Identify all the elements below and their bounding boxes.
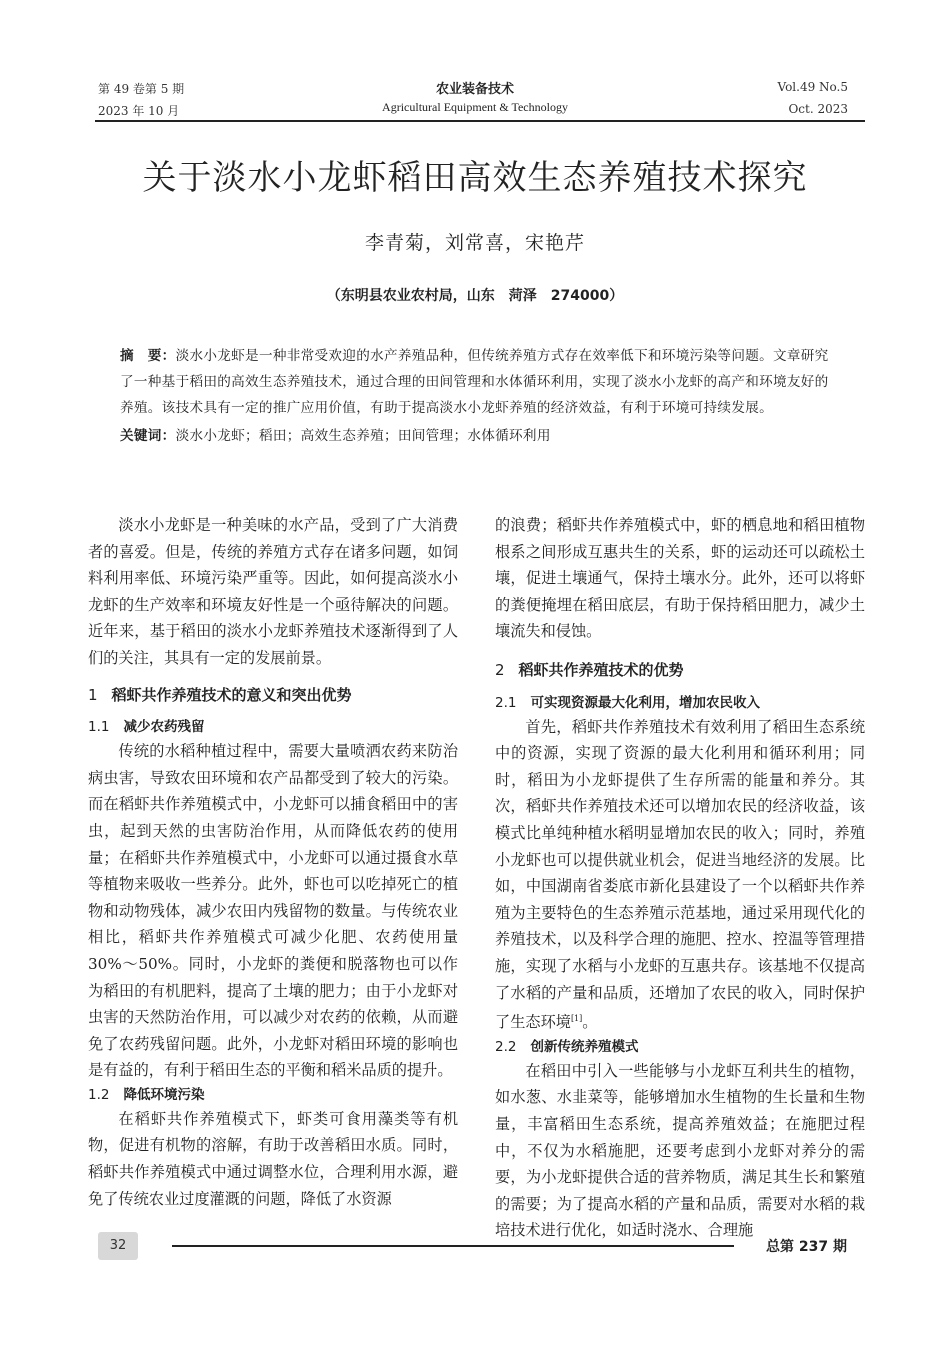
- keywords: [120, 423, 836, 449]
- affiliation: （东明县农业农村局，山东 菏泽 274000）: [326, 288, 624, 304]
- authors: 李青菊，刘常喜，宋艳芹: [364, 232, 585, 254]
- keywords-text: 淡水小龙虾；稻田；高效生态养殖；田间管理；水体循环利用: [175, 428, 551, 444]
- section-1-heading: 1 稻虾共作养殖技术的意义和突出优势: [88, 685, 352, 704]
- citation-1: [1]: [570, 1014, 583, 1024]
- abstract-label: 摘 要：: [120, 348, 176, 364]
- keywords-label: 关键词：: [120, 428, 176, 444]
- section-1-2-text: 在稻虾共作养殖模式下，虾类可食用藻类等有机物，促进有机物的溶解，有助于改善稻田水质。同时，稻虾共作养殖模式中通过调整水位，合理利用水源，避免了传统农业过度灌溉的问题，降低了水资源: [88, 1109, 458, 1208]
- header-rule: [95, 120, 865, 122]
- section-2-heading: 2 稻虾共作养殖技术的优势: [495, 660, 684, 679]
- journal-title-en: Agricultural Equipment & Technology: [382, 100, 568, 114]
- section-1-2-heading: 1.2 降低环境污染: [88, 1086, 205, 1103]
- date-cn: 2023 年 10 月: [98, 104, 180, 118]
- section-1-1-heading: 1.1 减少农药残留: [88, 719, 205, 736]
- continued-text: 的浪费；稻虾共作养殖模式中，虾的栖息地和稻田植物根系之间形成互惠共生的关系，虾的运动还可以疏松土壤，促进土壤通气，保持土壤水分。此外，还可以将虾的粪便掩埋在稻田底层，有助于保持稻田肥力，减少土壤流失和侵蚀。: [495, 516, 865, 641]
- intro-paragraph: 淡水小龙虾是一种美味的水产品，受到了广大消费者的喜爱。但是，传统的养殖方式存在诸多问题，如饲料利用率低、环境污染严重等。因此，如何提高淡水小龙虾的生产效率和环境友好性是一个亟待解决的问题。近年来，基于稻田的淡水小龙虾养殖技术逐渐得到了人们的关注，其具有一定的发展前景。: [88, 516, 458, 667]
- section-1-1-text: 传统的水稻种植过程中，需要大量喷洒农药来防治病虫害，导致农田环境和农产品都受到了较大的污染。而在稻虾共作养殖模式中，小龙虾可以捕食稻田中的害虫，起到天然的虫害防治作用，从而降低农药的使用量；在稻虾共作养殖模式中，小龙虾可以通过摄食水草等植物来吸收一些养分。此外，虾也可以吃掉死亡的植物和动物残体，减少农田内残留物的数量。与传统农业相比，稻虾共作养殖模式可减少化肥、农药使用量 30%～50%。同时，小龙虾的粪便和脱落物也可以作为稻田的有机肥料，提高了土壤的肥力；由于小龙虾对虫害的天然防治作用，可以减少对农药的依赖，从而避免了农药残留问题。此外，小龙虾对稻田环境的影响也是有益的，有利于稻田生态的平衡和稻米品质的提升。: [88, 742, 458, 1080]
- section-2-1-heading: 2.1 可实现资源最大化利用，增加农民收入: [495, 694, 760, 711]
- total-issue: 总第 237 期: [766, 1239, 847, 1255]
- volume-issue: 第 49 卷第 5 期: [98, 82, 185, 96]
- section-2-2-text: 在稻田中引入一些能够与小龙虾互利共生的植物，如水葱、水韭菜等，能够增加水生植物的生长量和生物量，丰富稻田生态系统，提高养殖效益；在施肥过程中，不仅为水稻施肥，还要考虑到小龙虾对养分的需要，为小龙虾提供合适的营养物质，满足其生长和繁殖的需要；为了提高水稻的产量和品质，需要对水稻的栽培技术进行优化，如适时浇水、合理施: [495, 1061, 865, 1240]
- section-2-1-text: 首先，稻虾共作养殖技术有效利用了稻田生态系统中的资源，实现了资源的最大化利用和循环利用；同时，稻田为小龙虾提供了生存所需的能量和养分。其次，稻虾共作养殖技术还可以增加农民的经济收益，该模式比单纯种植水稻明显增加农民的收入；同时，养殖小龙虾也可以提供就业机会，促进当地经济的发展。比如，中国湖南省娄底市新化县建设了一个以稻虾共作养殖为主要特色的生态养殖示范基地，通过采用现代化的养殖技术，以及科学合理的施肥、控水、控温等管理措施，实现了水稻与小龙虾的互惠共存。该基地不仅提高了水稻的产量和品质，还增加了农民的收入，同时保护了生态环境[1]。: [495, 717, 865, 1032]
- abstract-block: [120, 343, 836, 449]
- abstract-text: 淡水小龙虾是一种非常受欢迎的水产养殖品种，但传统养殖方式存在效率低下和环境污染等问题。文章研究了一种基于稻田的高效生态养殖技术，通过合理的田间管理和水体循环利用，实现了淡水小龙虾的高产和环境友好的养殖。该技术具有一定的推广应用价值，有助于提高淡水小龙虾养殖的经济效益，有利于环境可持续发展。: [120, 348, 829, 416]
- section-2-2-heading: 2.2 创新传统养殖模式: [495, 1038, 639, 1055]
- article-title: 关于淡水小龙虾稻田高效生态养殖技术探究: [142, 158, 808, 198]
- left-column: [88, 512, 458, 1212]
- vol-en: Vol.49 No.5: [777, 80, 848, 94]
- right-column: [495, 512, 865, 1244]
- date-en: Oct. 2023: [788, 102, 848, 116]
- footer-rule: [172, 1245, 734, 1247]
- abstract: [120, 343, 836, 421]
- journal-title-cn: 农业装备技术: [435, 82, 514, 97]
- page-number: 32: [98, 1232, 138, 1260]
